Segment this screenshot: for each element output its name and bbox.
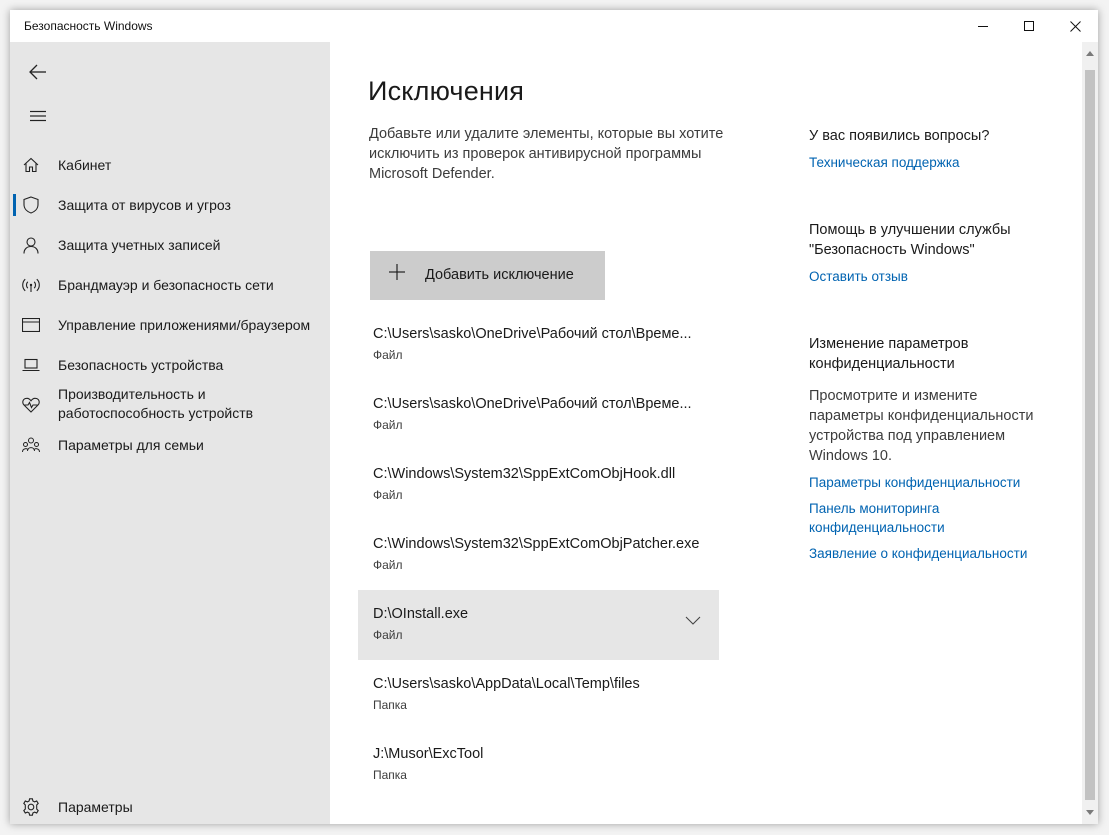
family-icon [22, 436, 40, 454]
main-content [330, 42, 1082, 824]
title-bar [10, 10, 1098, 42]
sidebar [10, 42, 330, 824]
exclusion-type: Файл [373, 558, 403, 572]
exclusion-path: C:\Users\sasko\OneDrive\Рабочий стол\Време... [373, 396, 692, 412]
laptop-icon [22, 356, 40, 374]
sidebar-item-label: Параметры для семьи [58, 436, 204, 453]
feedback-link[interactable]: Оставить отзыв [809, 269, 908, 284]
chevron-down-icon[interactable] [685, 616, 701, 625]
heart-pulse-icon [22, 396, 40, 414]
sidebar-item-label: Защита учетных записей [58, 236, 221, 253]
privacy-statement-link[interactable]: Заявление о конфиденциальности [809, 546, 1028, 561]
close-button[interactable] [1052, 10, 1098, 42]
exclusion-item[interactable] [358, 520, 719, 590]
minimize-icon [978, 21, 988, 31]
exclusion-path: C:\Windows\System32\SppExtComObjHook.dll [373, 466, 676, 482]
exclusion-path: C:\Windows\System32\SppExtComObjPatcher.exe [373, 536, 700, 552]
exclusion-item[interactable] [358, 660, 719, 730]
sidebar-item-settings[interactable] [10, 787, 330, 824]
sidebar-item-label: Управление приложениями/браузером [58, 316, 311, 333]
app-window [10, 10, 1098, 824]
exclusion-type: Файл [373, 628, 403, 642]
support-link[interactable]: Техническая поддержка [809, 155, 960, 170]
exclusion-item-selected[interactable] [358, 590, 719, 660]
privacy-dashboard-link[interactable]: Панель мониторинга конфиденциальности [809, 501, 945, 535]
privacy-settings-link[interactable]: Параметры конфиденциальности [809, 475, 1021, 490]
caret-up-icon [1086, 51, 1094, 56]
plus-icon [388, 263, 406, 281]
maximize-icon [1024, 21, 1034, 31]
sidebar-item-virus-protection[interactable] [10, 185, 330, 225]
sidebar-item-label: Безопасность устройства [58, 356, 224, 373]
active-indicator [13, 194, 16, 216]
privacy-heading: Изменение параметров конфиденциальности [809, 336, 969, 372]
back-arrow-icon [29, 64, 47, 80]
shield-icon [22, 196, 40, 214]
hamburger-icon [30, 110, 46, 122]
sidebar-item-app-browser-control[interactable] [10, 305, 330, 345]
sidebar-item-label: Брандмауэр и безопасность сети [58, 276, 274, 293]
back-button[interactable] [18, 52, 58, 92]
scroll-down-button[interactable] [1085, 807, 1095, 817]
exclusion-item[interactable] [358, 450, 719, 520]
exclusion-item[interactable] [358, 730, 719, 800]
exclusion-type: Папка [373, 698, 407, 712]
exclusion-item[interactable] [358, 310, 719, 380]
sidebar-item-label: Защита от вирусов и угроз [58, 196, 231, 213]
exclusion-type: Папка [373, 768, 407, 782]
person-icon [22, 236, 40, 254]
exclusion-item[interactable] [358, 380, 719, 450]
exclusion-type: Файл [373, 488, 403, 502]
caret-down-icon [1086, 810, 1094, 815]
exclusion-type: Файл [373, 348, 403, 362]
sidebar-item-label: Кабинет [58, 156, 112, 173]
exclusion-type: Файл [373, 418, 403, 432]
sidebar-item-account-protection[interactable] [10, 225, 330, 265]
window-title: Безопасность Windows [24, 19, 153, 33]
exclusion-path: D:\OInstall.exe [373, 606, 469, 622]
improve-heading: Помощь в улучшении службы "Безопасность Windows" [809, 222, 1011, 258]
sidebar-item-family-options[interactable] [10, 425, 330, 465]
maximize-button[interactable] [1006, 10, 1052, 42]
minimize-button[interactable] [960, 10, 1006, 42]
close-icon [1070, 21, 1081, 32]
exclusion-path: C:\Users\sasko\OneDrive\Рабочий стол\Време... [373, 326, 692, 342]
home-icon [22, 156, 40, 174]
hamburger-menu-button[interactable] [18, 96, 58, 136]
sidebar-item-firewall[interactable] [10, 265, 330, 305]
sidebar-item-home[interactable] [10, 145, 330, 185]
exclusion-path: J:\Musor\ExcTool [373, 746, 484, 762]
exclusion-path: C:\Users\sasko\AppData\Local\Temp\files [373, 676, 640, 692]
add-exclusion-label: Добавить исключение [425, 267, 574, 283]
add-exclusion-button[interactable] [370, 251, 605, 300]
sidebar-item-label: Производительность и работоспособность устройств [58, 386, 254, 421]
sidebar-item-label: Параметры [58, 798, 133, 815]
wifi-signal-icon [22, 276, 40, 294]
questions-heading: У вас появились вопросы? [809, 128, 990, 144]
scroll-up-button[interactable] [1085, 48, 1095, 58]
privacy-text: Просмотрите и измените параметры конфиденциальности устройства под управлением Windows 10. [809, 388, 1034, 464]
page-title: Исключения [368, 76, 525, 106]
gear-icon [22, 798, 40, 816]
app-window-icon [22, 316, 40, 334]
page-description: Добавьте или удалите элементы, которые вы хотите исключить из проверок антивирусной программы Microsoft Defender. [369, 126, 724, 182]
scrollbar-thumb[interactable] [1085, 70, 1095, 800]
